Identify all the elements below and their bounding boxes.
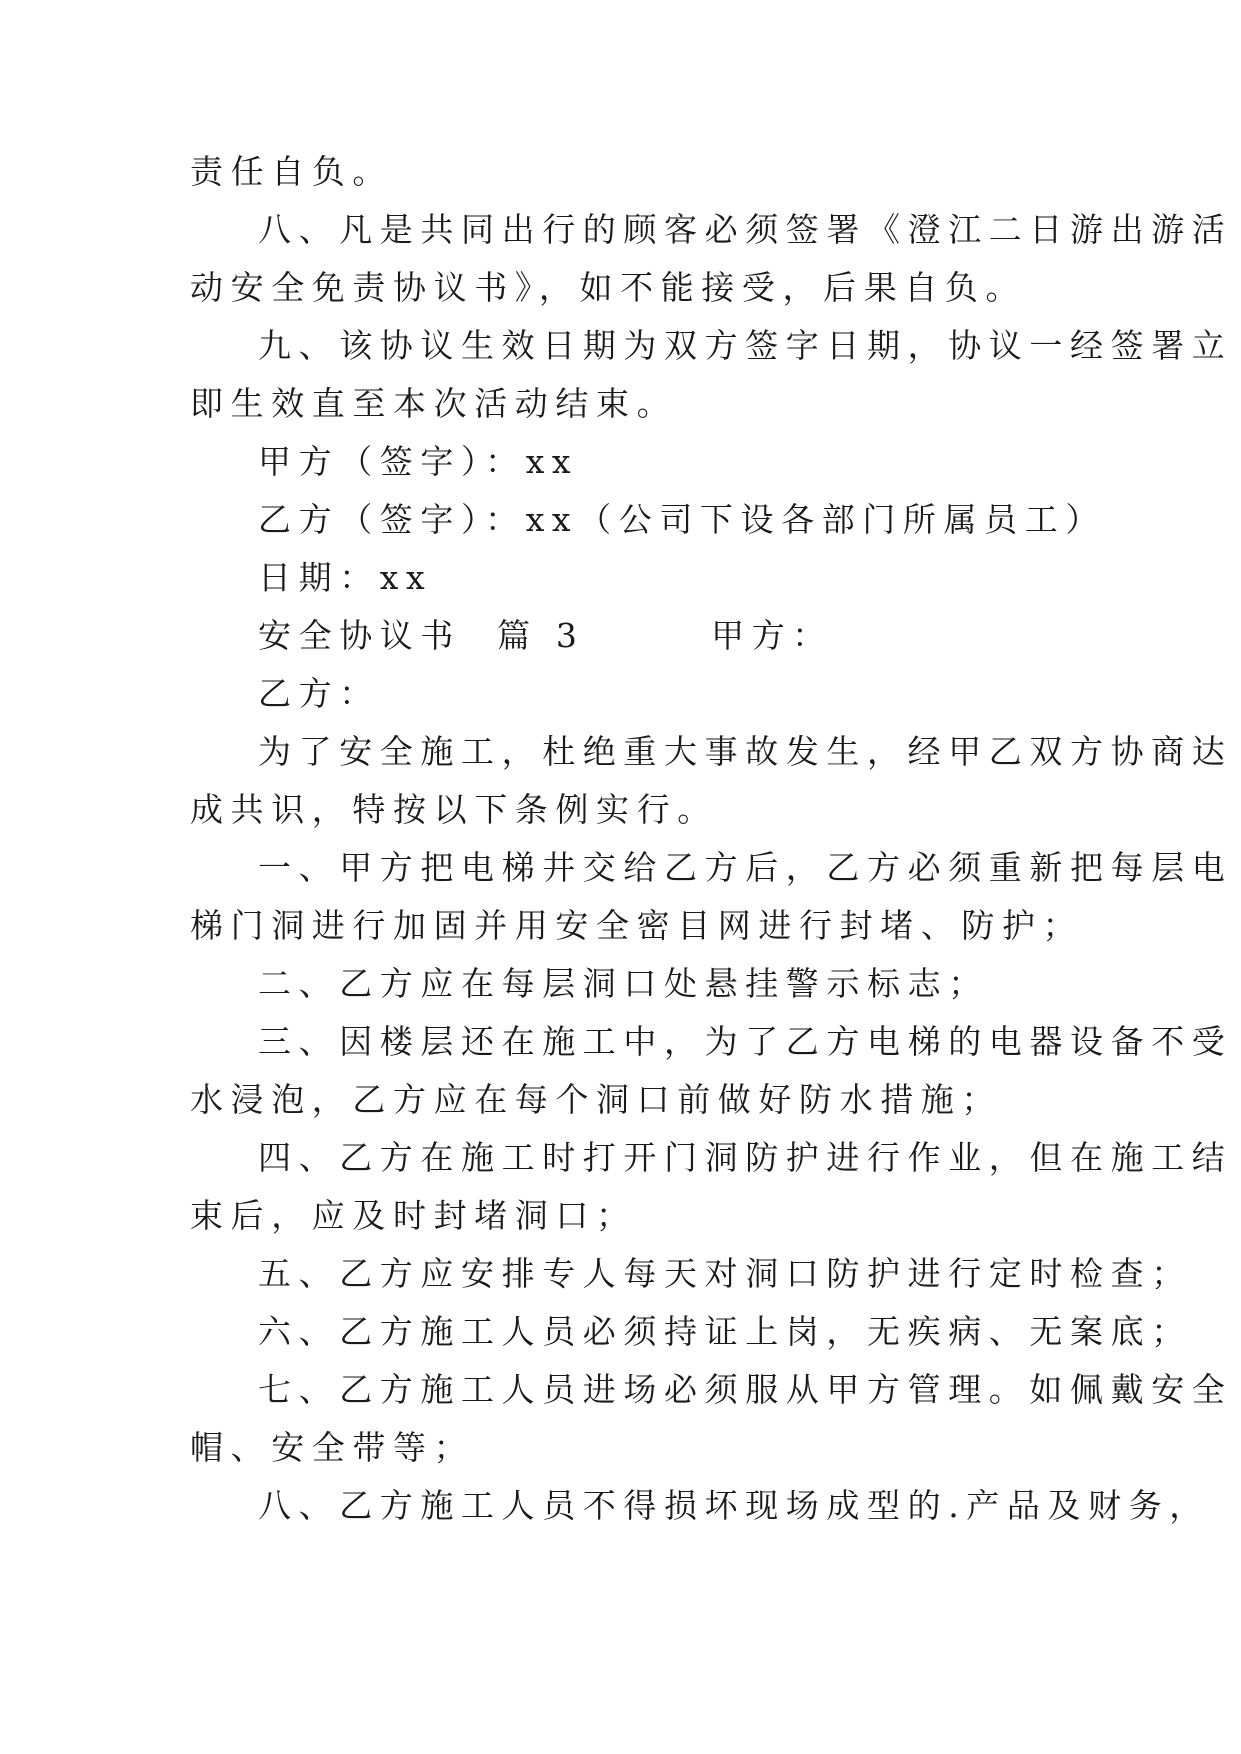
signature-party-a: 甲方（签字）：xx — [258, 442, 579, 481]
clause-line: 梯门洞进行加固并用安全密目网进行封堵、防护； — [190, 906, 1084, 945]
section-heading: 安全协议书 篇 3 甲方： — [258, 616, 833, 655]
text-line: 动安全免责协议书》，如不能接受，后果自负。 — [190, 268, 1027, 307]
text-line: 九、该协议生效日期为双方签字日期，协议一经签署立 — [258, 326, 1233, 365]
text-line: 成共识，特按以下条例实行。 — [190, 790, 718, 829]
clause-line: 二、乙方应在每层洞口处悬挂警示标志； — [258, 964, 989, 1003]
text-line: 为了安全施工，杜绝重大事故发生，经甲乙双方协商达 — [258, 732, 1233, 771]
text-line: 即生效直至本次活动结束。 — [190, 384, 678, 423]
clause-line: 帽、安全带等； — [190, 1428, 475, 1467]
clause-line: 八、乙方施工人员不得损坏现场成型的.产品及财务， — [258, 1486, 1210, 1525]
clause-line: 五、乙方应安排专人每天对洞口防护进行定时检查； — [258, 1254, 1192, 1293]
clause-line: 束后，应及时封堵洞口； — [190, 1196, 637, 1235]
clause-line: 水浸泡，乙方应在每个洞口前做好防水措施； — [190, 1080, 1002, 1119]
clause-line: 六、乙方施工人员必须持证上岗，无疾病、无案底； — [258, 1312, 1192, 1351]
text-line: 责任自负。 — [190, 152, 393, 191]
clause-line: 三、因楼层还在施工中，为了乙方电梯的电器设备不受 — [258, 1022, 1233, 1061]
signature-party-b: 乙方（签字）：xx（公司下设各部门所属员工） — [258, 500, 1106, 539]
date-line: 日期：xx — [258, 558, 433, 597]
clause-line: 四、乙方在施工时打开门洞防护进行作业，但在施工结 — [258, 1138, 1233, 1177]
text-line: 八、凡是共同出行的顾客必须签署《澄江二日游出游活 — [258, 210, 1233, 249]
clause-line: 一、甲方把电梯井交给乙方后，乙方必须重新把每层电 — [258, 848, 1233, 887]
clause-line: 七、乙方施工人员进场必须服从甲方管理。如佩戴安全 — [258, 1370, 1233, 1409]
party-b-label: 乙方： — [258, 674, 380, 713]
